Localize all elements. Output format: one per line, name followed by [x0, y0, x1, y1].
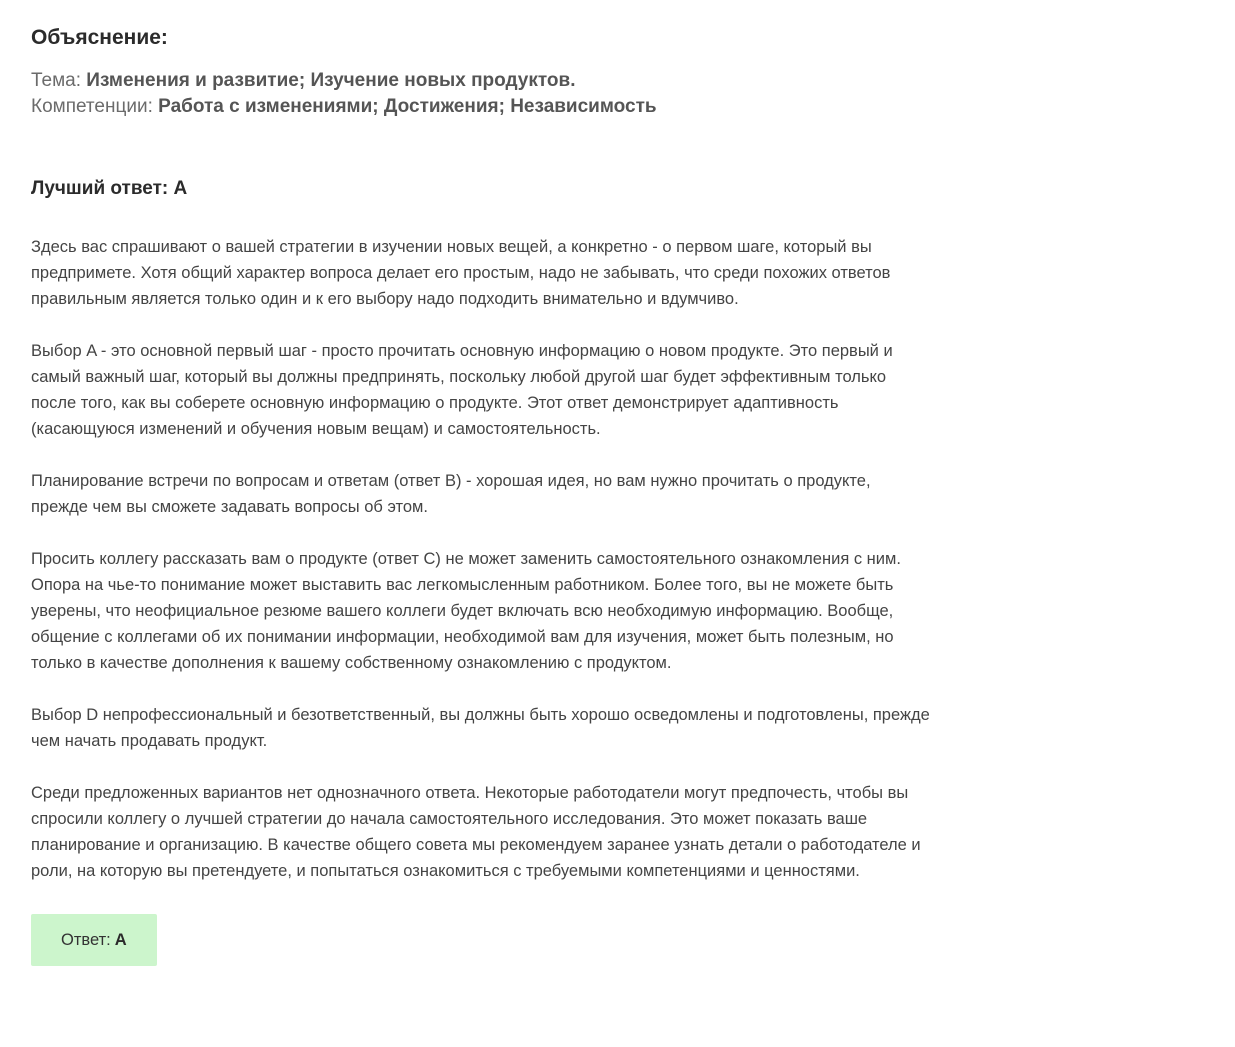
explanation-paragraph: Выбор A - это основной первый шаг - просто прочитать основную информацию о новом продукте. Это первый и самый важный шаг, который вы должны предпринять, поскольку любой другой шаг будет эффективным только после того, как вы соберете основную информацию о продукте. Этот ответ демонстрирует адаптивность (касающуюся изменений и обучения новым вещам) и самостоятельность. — [31, 342, 893, 438]
explanation-paragraph: Среди предложенных вариантов нет однозначного ответа. Некоторые работодатели могут предпочесть, чтобы вы спросили коллегу о лучшей стратегии до начала самостоятельного исследования. Это может показать ваше планирование и организацию. В качестве общего совета мы рекомендуем заранее узнать детали о работодателе и роли, на которую вы претендуете, и попытаться ознакомиться с требуемыми компетенциями и ценностями. — [31, 784, 921, 880]
answer-label: Ответ: — [61, 931, 111, 949]
competencies-line — [31, 94, 931, 120]
explanation-paragraph: Планирование встречи по вопросам и ответам (ответ B) - хорошая идея, но вам нужно прочитать о продукте, прежде чем вы сможете задавать вопросы об этом. — [31, 472, 871, 516]
answer-value: A — [114, 931, 127, 949]
explanation-paragraph: Выбор D непрофессиональный и безответственный, вы должны быть хорошо осведомлены и подготовлены, прежде чем начать продавать продукт. — [31, 706, 930, 750]
answer-button[interactable] — [31, 914, 157, 966]
competencies-label: Компетенции: — [31, 96, 153, 117]
topic-value: Изменения и развитие; Изучение новых продуктов. — [86, 70, 576, 91]
topic-line — [31, 68, 931, 94]
explanation-paragraph: Здесь вас спрашивают о вашей стратегии в изучении новых вещей, а конкретно - о первом шаге, который вы предпримете. Хотя общий характер вопроса делает его простым, надо не забывать, что среди похожих ответов правильным является только один и к его выбору надо подходить внимательно и вдумчиво. — [31, 238, 891, 308]
explanation-meta — [31, 68, 931, 120]
explanation-title: Объяснение: — [31, 26, 168, 49]
explanation-paragraph: Просить коллегу рассказать вам о продукте (ответ C) не может заменить самостоятельного ознакомления с ним. Опора на чье-то понимание может выставить вас легкомысленным работником. Более того, вы не можете быть уверены, что неофициальное резюме вашего коллеги будет включать всю необходимую информацию. Вообще, общение с коллегами об их понимании информации, необходимой вам для изучения, может быть полезным, но только в качестве дополнения к вашему собственному ознакомлению с продуктом. — [31, 550, 901, 672]
topic-label: Тема: — [31, 70, 82, 91]
explanation-body — [31, 234, 931, 884]
competencies-value: Работа с изменениями; Достижения; Независимость — [158, 96, 657, 117]
best-answer-heading: Лучший ответ: A — [31, 178, 188, 199]
